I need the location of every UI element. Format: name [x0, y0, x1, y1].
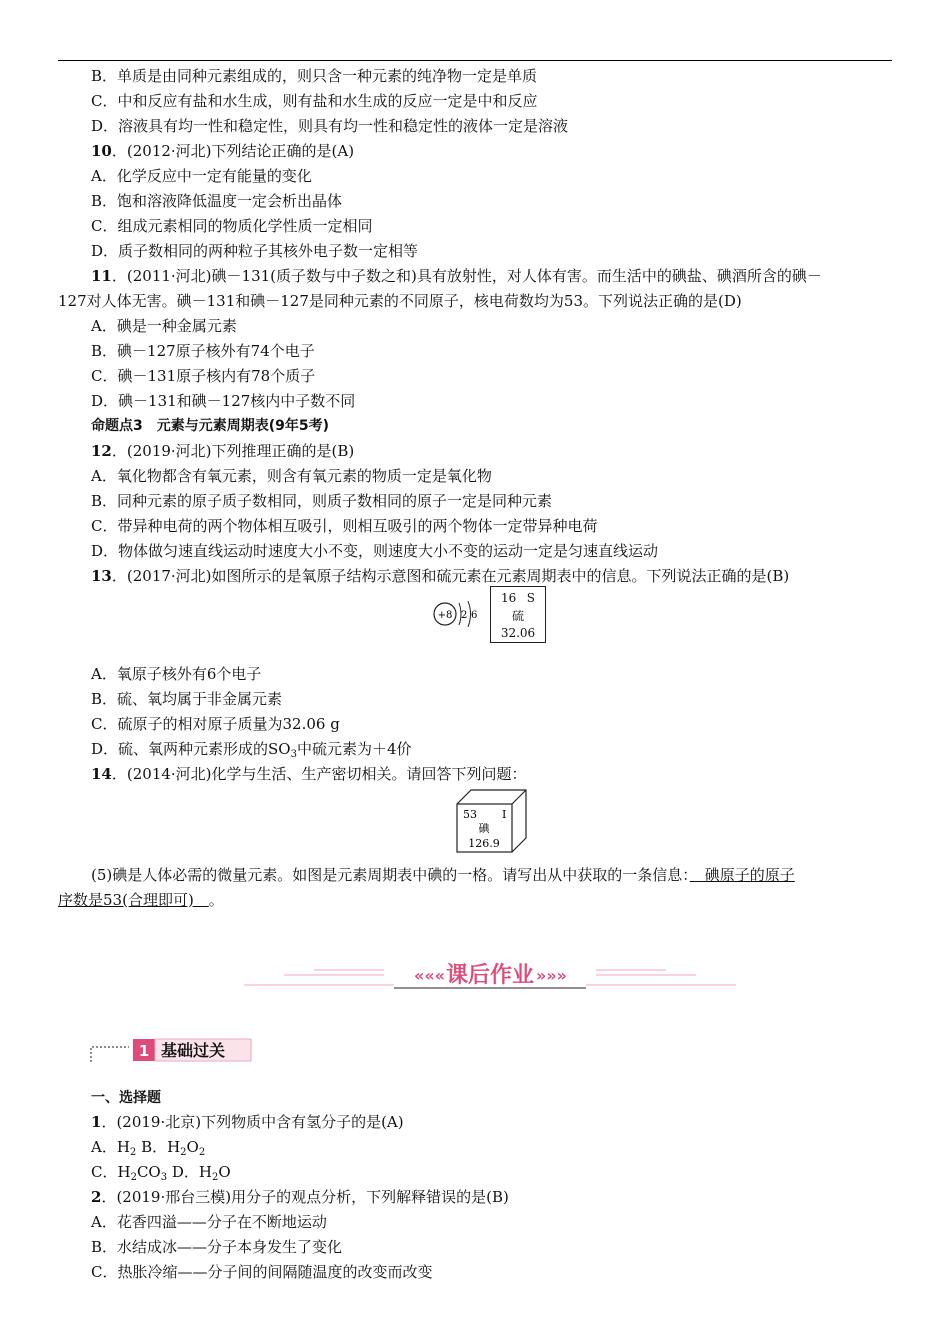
question-number: 12: [91, 442, 112, 460]
q13-option-d: D．硫、氧两种元素形成的$SO_3$中硫元素为＋4价: [91, 740, 412, 760]
question-number: 14: [91, 765, 112, 783]
q12-option-d: D．物体做匀速直线运动时速度大小不变，则速度大小不变的运动一定是匀速直线运动: [91, 542, 659, 560]
question-text: ．(2012·河北)下列结论正确的是(A): [111, 142, 355, 160]
option-b: B．单质是由同种元素组成的，则只含一种元素的纯净物一定是单质: [91, 67, 538, 85]
question-text: ．(2017·河北)如图所示的是氧原子结构示意图和硫元素在元素周期表中的信息。下列说法正确的是(B): [111, 567, 790, 585]
question-number: 13: [91, 567, 112, 585]
question-text: ．(2019·邢台三模)用分子的观点分析，下列解释错误的是(B): [101, 1188, 509, 1206]
q11-option-a: A．碘是一种金属元素: [91, 317, 237, 335]
option-c: C．中和反应有盐和水生成，则有盐和水生成的反应一定是中和反应: [91, 92, 538, 110]
hw-question-1: [91, 1112, 404, 1132]
q10-option-b: B．饱和溶液降低温度一定会析出晶体: [91, 192, 343, 210]
element-symbol: I: [502, 808, 507, 821]
banner-title: 课后作业: [445, 963, 535, 988]
banner-left-marks: «««: [414, 966, 446, 985]
hw1-row1: A．$H_2$ B．$H_2O_2$: [91, 1138, 206, 1158]
part-heading: 一、选择题: [91, 1090, 161, 1106]
atomic-number: 53: [463, 808, 477, 821]
element-symbol: S: [526, 591, 535, 605]
question-number: 10: [91, 142, 112, 160]
atomic-number: 16: [501, 591, 517, 605]
answer: 碘原子的原子: [689, 866, 795, 884]
section-number: 1: [138, 1042, 150, 1060]
q11-option-c: C．碘－131原子核内有78个质子: [91, 367, 316, 385]
sulfur-element-cell: [490, 586, 546, 643]
q11-option-d: D．碘－131和碘－127核内中子数不同: [91, 392, 356, 410]
element-name: 硫: [511, 609, 524, 623]
q13-option-b: B．硫、氧均属于非金属元素: [91, 690, 283, 708]
q10-option-c: C．组成元素相同的物质化学性质一定相同: [91, 217, 373, 235]
question-text: ．(2019·河北)下列推理正确的是(B): [111, 442, 355, 460]
hw2-option-c: C．热胀冷缩——分子间的间隔随温度的改变而改变: [91, 1263, 433, 1281]
q10-option-d: D．质子数相同的两种粒子其核外电子数一定相等: [91, 242, 419, 260]
banner-right-marks: »»»: [536, 966, 568, 985]
iodine-element-cube: [456, 786, 528, 854]
section-title: 基础过关: [161, 1041, 226, 1060]
topic-heading: 命题点3 元素与元素周期表(9年5考): [91, 418, 330, 434]
question-10: [91, 141, 354, 161]
nucleus-charge: +8: [437, 610, 453, 621]
question-11: [91, 266, 822, 286]
answer: 序数是53(合理即可): [58, 891, 209, 909]
oxygen-atom-diagram: [432, 597, 482, 631]
q14-part5-cont: 序数是53(合理即可) 。: [58, 891, 224, 909]
element-name: 碘: [478, 822, 490, 835]
q11-option-b: B．碘－127原子核外有74个电子: [91, 342, 315, 360]
q14-part5: (5)碘是人体必需的微量元素。如图是元素周期表中碘的一格。请写出从中获取的一条信息： 碘原子的原子: [91, 866, 795, 884]
question-12: [91, 441, 354, 461]
question-number: 2: [91, 1188, 102, 1206]
shell2-electrons: 6: [471, 610, 478, 621]
shell1-electrons: 2: [461, 610, 468, 621]
q13-option-a: A．氧原子核外有6个电子: [91, 665, 262, 683]
q13-option-c: C．硫原子的相对原子质量为32.06 g: [91, 715, 340, 733]
q10-option-a: A．化学反应中一定有能量的变化: [91, 167, 312, 185]
option-d: D．溶液具有均一性和稳定性，则具有均一性和稳定性的液体一定是溶液: [91, 117, 569, 135]
q12-option-b: B．同种元素的原子质子数相同，则质子数相同的原子一定是同种元素: [91, 492, 553, 510]
atomic-mass: 32.06: [500, 626, 536, 640]
homework-banner: [244, 958, 736, 992]
q12-option-c: C．带异种电荷的两个物体相互吸引，则相互吸引的两个物体一定带异种电荷: [91, 517, 598, 535]
question-13: [91, 566, 789, 586]
question-11-cont: 127对人体无害。碘－131和碘－127是同种元素的不同原子，核电荷数均为53。下列说法正确的是(D): [58, 292, 742, 310]
section-label: [89, 1037, 253, 1063]
hw1-row2: C．$H_2CO_3$ D．$H_2O$: [91, 1163, 231, 1183]
question-text: ．(2019·北京)下列物质中含有氢分子的是(A): [101, 1113, 404, 1131]
question-14: [91, 764, 527, 784]
hw-question-2: [91, 1187, 509, 1207]
question-text: ．(2011·河北)碘－131(质子数与中子数之和)具有放射性，对人体有害。而生活中的碘盐、碘酒所含的碘－: [111, 267, 822, 285]
hw2-option-b: B．水结成冰——分子本身发生了变化: [91, 1238, 343, 1256]
question-number: 11: [91, 267, 112, 285]
atomic-mass: 126.9: [468, 837, 500, 850]
q12-option-a: A．氧化物都含有氧元素，则含有氧元素的物质一定是氧化物: [91, 467, 492, 485]
top-rule: [58, 60, 892, 61]
hw2-option-a: A．花香四溢——分子在不断地运动: [91, 1213, 327, 1231]
question-text: ．(2014·河北)化学与生活、生产密切相关。请回答下列问题：: [111, 765, 527, 783]
question-number: 1: [91, 1113, 102, 1131]
